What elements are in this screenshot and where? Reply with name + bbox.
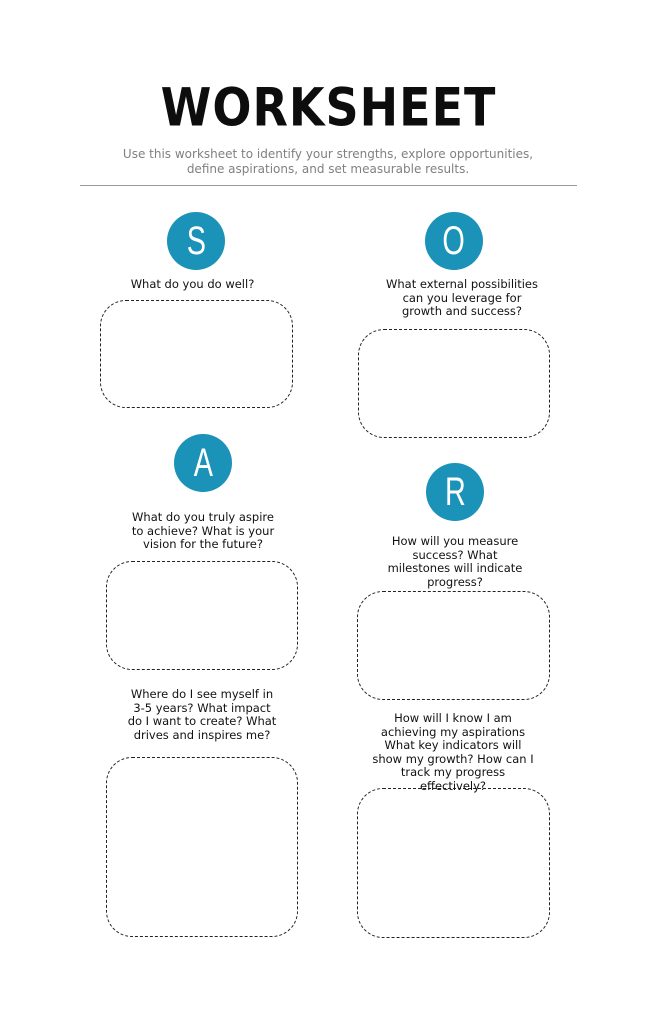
s-letter-badge bbox=[167, 212, 225, 270]
a-question: What do you truly aspire to achieve? What is your vision for the future? bbox=[131, 510, 275, 551]
a-answer-box-2[interactable] bbox=[106, 757, 298, 937]
o-question: What external possibilities can you leverage for growth and success? bbox=[385, 277, 538, 318]
s-question: What do you do well? bbox=[130, 277, 255, 291]
a-answer-box[interactable] bbox=[106, 561, 298, 670]
divider bbox=[80, 185, 577, 186]
o-answer-box[interactable] bbox=[358, 329, 550, 438]
s-answer-box[interactable] bbox=[100, 300, 293, 408]
a-letter: A bbox=[193, 440, 213, 485]
page-title: WORKSHEET bbox=[160, 75, 497, 139]
r-answer-box-2[interactable] bbox=[357, 788, 550, 938]
s-letter: S bbox=[186, 218, 206, 263]
a-question-2: Where do I see myself in 3-5 years? What impact do I want to create? What drives and inspires me? bbox=[127, 687, 277, 742]
o-letter: O bbox=[442, 218, 466, 263]
r-answer-box[interactable] bbox=[357, 591, 550, 700]
r-letter: R bbox=[444, 469, 466, 514]
r-question-2: How will I know I am achieving my aspirations What key indicators will show my growth? How can I track my progress effectively? bbox=[372, 711, 534, 793]
o-letter-badge bbox=[425, 212, 483, 270]
a-letter-badge bbox=[174, 434, 232, 492]
r-letter-badge bbox=[426, 463, 484, 521]
r-question: How will you measure success? What milestones will indicate progress? bbox=[387, 534, 523, 589]
page-subtitle: Use this worksheet to identify your strengths, explore opportunities, define aspirations, and set measurable results. bbox=[122, 147, 534, 176]
